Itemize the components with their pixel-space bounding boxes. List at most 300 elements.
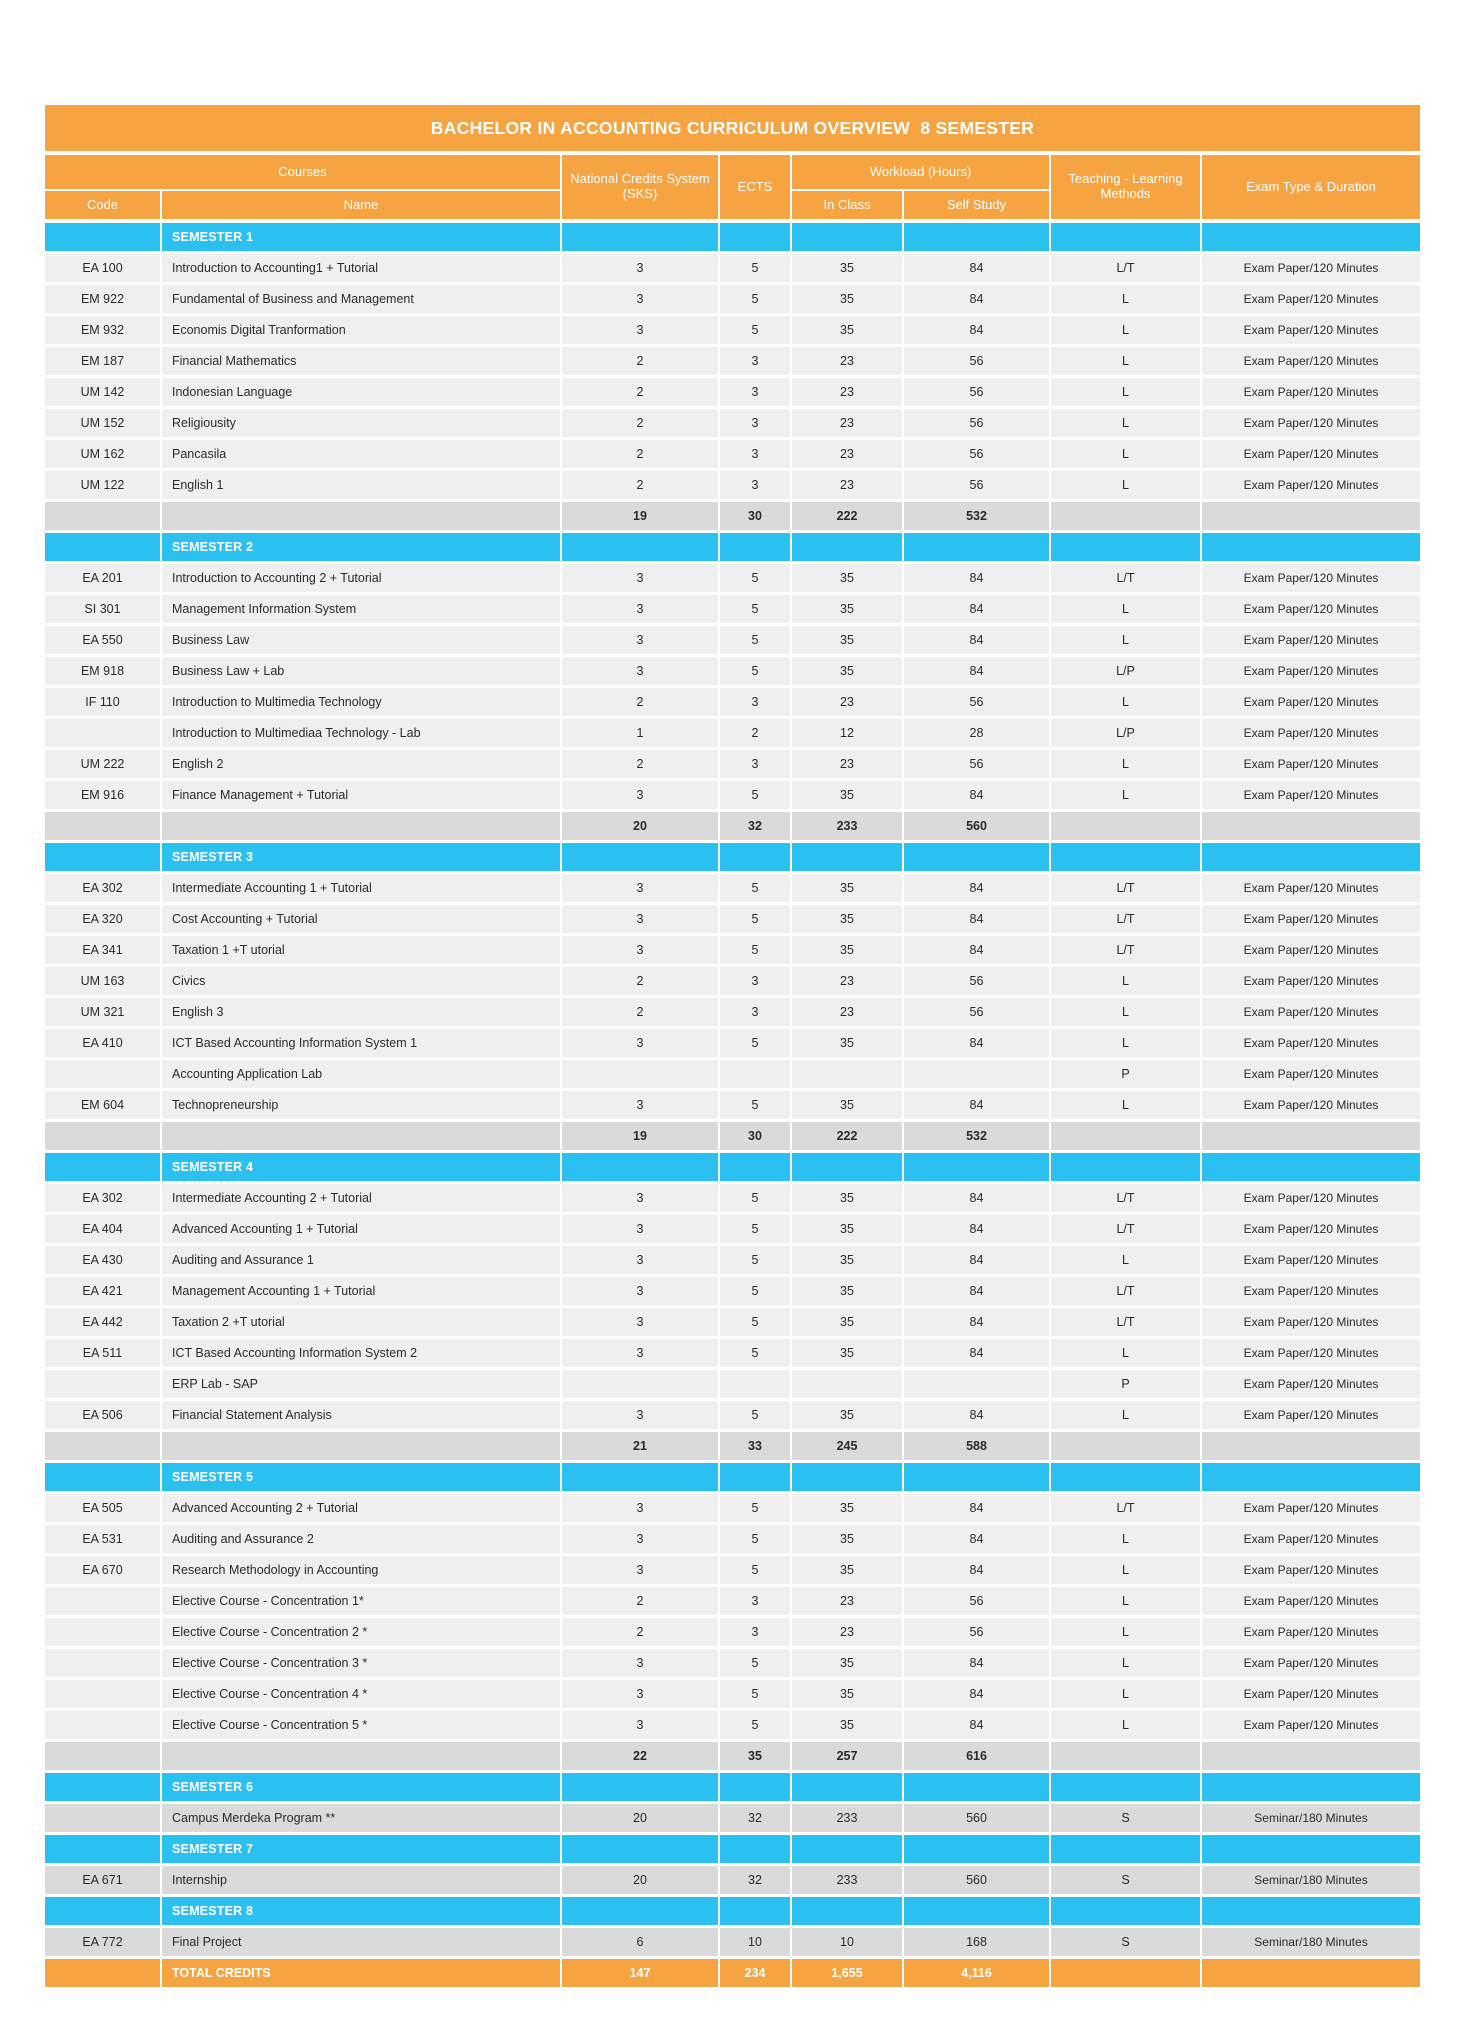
semester-total-cell [162,1122,560,1150]
course-code-cell: EA 404 [45,1215,160,1243]
course-in-class-cell: 35 [792,936,902,964]
course-sks-cell: 2 [562,409,718,437]
course-code-cell [45,1370,160,1398]
course-in-class-cell: 35 [792,1308,902,1336]
semester-total-cell: 21 [562,1432,718,1460]
course-sks-cell: 3 [562,1246,718,1274]
course-ects-cell: 3 [720,998,790,1026]
semester-total-cell [1202,1742,1420,1770]
course-exam-cell: Exam Paper/120 Minutes [1202,936,1420,964]
semester-header-cell [45,533,160,561]
course-name-cell: Research Methodology in Accounting [162,1556,560,1584]
semester-header-cell [562,533,718,561]
course-in-class-cell: 35 [792,1680,902,1708]
semester-header-cell [45,1153,160,1181]
course-name-cell: Financial Mathematics [162,347,560,375]
course-in-class-cell: 35 [792,316,902,344]
total-credits-cell: 147 [562,1959,718,1987]
course-method-cell: L [1051,688,1200,716]
course-self-study-cell: 84 [904,1680,1049,1708]
course-code-cell: EM 604 [45,1091,160,1119]
course-code-cell: UM 162 [45,440,160,468]
course-ects-cell: 5 [720,781,790,809]
semester-header-cell [720,533,790,561]
semester-total-cell: 532 [904,1122,1049,1150]
semester-header-cell [562,1773,718,1801]
course-sks-cell: 3 [562,285,718,313]
course-in-class-cell: 35 [792,564,902,592]
semester-total-cell [1051,1122,1200,1150]
course-exam-cell: Exam Paper/120 Minutes [1202,254,1420,282]
course-code-cell: EA 511 [45,1339,160,1367]
course-exam-cell: Seminar/180 Minutes [1202,1866,1420,1894]
course-code-cell: EM 932 [45,316,160,344]
course-name-cell: Elective Course - Concentration 4 * [162,1680,560,1708]
semester-total-cell: 222 [792,1122,902,1150]
course-self-study-cell: 84 [904,1277,1049,1305]
semester-header-cell [1202,1773,1420,1801]
course-sks-cell: 3 [562,1029,718,1057]
course-code-cell: EM 922 [45,285,160,313]
course-exam-cell: Exam Paper/120 Minutes [1202,1556,1420,1584]
course-self-study-cell: 84 [904,1246,1049,1274]
course-exam-cell: Exam Paper/120 Minutes [1202,1184,1420,1212]
course-method-cell: L/T [1051,1494,1200,1522]
course-name-cell: ICT Based Accounting Information System 1 [162,1029,560,1057]
semester-total-cell [1202,1122,1420,1150]
course-method-cell: L [1051,440,1200,468]
course-in-class-cell: 35 [792,657,902,685]
total-credits-cell [1051,1959,1200,1987]
course-in-class-cell: 23 [792,440,902,468]
total-credits-cell: 234 [720,1959,790,1987]
course-name-cell: Fundamental of Business and Management [162,285,560,313]
semester-header-cell [562,223,718,251]
course-self-study-cell: 560 [904,1866,1049,1894]
course-exam-cell: Exam Paper/120 Minutes [1202,626,1420,654]
course-ects-cell: 5 [720,1680,790,1708]
course-method-cell: L [1051,1525,1200,1553]
course-name-cell: ERP Lab - SAP [162,1370,560,1398]
semester-header-cell [45,1835,160,1863]
course-ects-cell: 5 [720,1091,790,1119]
course-code-cell: EA 341 [45,936,160,964]
semester-header-label: SEMESTER 6 [162,1773,560,1801]
course-ects-cell: 5 [720,874,790,902]
course-method-cell: L/T [1051,1308,1200,1336]
course-ects-cell: 3 [720,967,790,995]
course-ects-cell: 5 [720,1308,790,1336]
course-ects-cell: 3 [720,409,790,437]
course-in-class-cell: 35 [792,285,902,313]
course-code-cell: EA 100 [45,254,160,282]
semester-header-label: SEMESTER 5 [162,1463,560,1491]
course-self-study-cell: 84 [904,1494,1049,1522]
course-name-cell: English 1 [162,471,560,499]
course-exam-cell: Exam Paper/120 Minutes [1202,316,1420,344]
course-sks-cell: 20 [562,1866,718,1894]
course-sks-cell: 3 [562,1494,718,1522]
course-exam-cell: Exam Paper/120 Minutes [1202,1277,1420,1305]
course-method-cell: L [1051,1680,1200,1708]
semester-header-cell [1202,1153,1420,1181]
course-name-cell: Internship [162,1866,560,1894]
course-ects-cell: 5 [720,285,790,313]
course-method-cell: L [1051,781,1200,809]
course-sks-cell: 3 [562,657,718,685]
semester-total-cell: 257 [792,1742,902,1770]
semester-total-cell: 222 [792,502,902,530]
course-exam-cell: Exam Paper/120 Minutes [1202,1060,1420,1088]
course-method-cell: L/T [1051,1215,1200,1243]
course-self-study-cell: 56 [904,998,1049,1026]
course-self-study-cell: 84 [904,874,1049,902]
semester-header-cell [904,1897,1049,1925]
course-self-study-cell: 56 [904,967,1049,995]
semester-total-cell: 233 [792,812,902,840]
semester-total-cell [1202,502,1420,530]
course-self-study-cell: 28 [904,719,1049,747]
course-method-cell: L [1051,1618,1200,1646]
course-name-cell: Business Law [162,626,560,654]
course-name-cell: Finance Management + Tutorial [162,781,560,809]
semester-header-label: SEMESTER 3 [162,843,560,871]
semester-total-cell: 32 [720,812,790,840]
course-name-cell: ICT Based Accounting Information System 2 [162,1339,560,1367]
semester-header-cell [720,843,790,871]
course-exam-cell: Exam Paper/120 Minutes [1202,1649,1420,1677]
course-method-cell: S [1051,1804,1200,1832]
course-name-cell: Advanced Accounting 2 + Tutorial [162,1494,560,1522]
course-name-cell: Final Project [162,1928,560,1956]
course-ects-cell: 5 [720,1711,790,1739]
course-ects-cell: 5 [720,254,790,282]
course-in-class-cell: 35 [792,1246,902,1274]
semester-header-cell [792,1773,902,1801]
semester-header-cell [904,1773,1049,1801]
course-in-class-cell: 12 [792,719,902,747]
course-method-cell: L [1051,998,1200,1026]
semester-header-cell [720,1897,790,1925]
course-ects-cell: 5 [720,1215,790,1243]
course-self-study-cell: 84 [904,1711,1049,1739]
semester-header-cell [45,843,160,871]
course-in-class-cell: 35 [792,874,902,902]
course-in-class-cell: 35 [792,1556,902,1584]
course-self-study-cell: 84 [904,905,1049,933]
semester-total-cell: 560 [904,812,1049,840]
course-in-class-cell: 23 [792,750,902,778]
course-method-cell: S [1051,1928,1200,1956]
semester-total-cell: 30 [720,502,790,530]
course-method-cell: L [1051,750,1200,778]
header-code: Code [45,191,160,219]
course-ects-cell: 3 [720,471,790,499]
semester-header-cell [45,1463,160,1491]
course-code-cell: EA 550 [45,626,160,654]
course-in-class-cell: 23 [792,998,902,1026]
course-sks-cell: 2 [562,347,718,375]
course-sks-cell: 3 [562,905,718,933]
course-in-class-cell: 23 [792,378,902,406]
semester-header-cell [904,1153,1049,1181]
course-method-cell: L [1051,409,1200,437]
semester-total-cell [45,1122,160,1150]
course-code-cell: EA 201 [45,564,160,592]
course-code-cell: UM 152 [45,409,160,437]
course-name-cell: Elective Course - Concentration 5 * [162,1711,560,1739]
course-code-cell: EA 772 [45,1928,160,1956]
course-method-cell: L [1051,1649,1200,1677]
course-self-study-cell: 56 [904,409,1049,437]
semester-total-cell: 19 [562,1122,718,1150]
course-method-cell: L [1051,285,1200,313]
course-code-cell: EM 187 [45,347,160,375]
course-sks-cell: 3 [562,1091,718,1119]
course-sks-cell: 3 [562,874,718,902]
course-self-study-cell: 84 [904,1308,1049,1336]
course-name-cell: Religiousity [162,409,560,437]
semester-header-cell [792,1835,902,1863]
semester-header-cell [1051,1897,1200,1925]
semester-header-cell [45,1897,160,1925]
semester-header-cell [1051,533,1200,561]
course-ects-cell: 5 [720,1649,790,1677]
course-code-cell [45,1711,160,1739]
semester-total-cell [1051,1742,1200,1770]
course-exam-cell: Exam Paper/120 Minutes [1202,1246,1420,1274]
course-exam-cell: Exam Paper/120 Minutes [1202,781,1420,809]
course-ects-cell: 5 [720,1401,790,1429]
semester-header-cell [720,1835,790,1863]
semester-header-cell [1202,533,1420,561]
semester-header-cell [1051,843,1200,871]
course-sks-cell: 2 [562,471,718,499]
total-credits-cell [1202,1959,1420,1987]
semester-total-cell [162,812,560,840]
semester-total-cell: 20 [562,812,718,840]
course-name-cell: Pancasila [162,440,560,468]
course-code-cell: IF 110 [45,688,160,716]
course-in-class-cell: 35 [792,1029,902,1057]
semester-header-cell [562,1463,718,1491]
course-method-cell: L/P [1051,657,1200,685]
semester-total-cell [1051,812,1200,840]
course-method-cell: L [1051,1246,1200,1274]
course-sks-cell: 3 [562,564,718,592]
semester-total-cell [45,502,160,530]
course-ects-cell: 5 [720,1246,790,1274]
course-ects-cell: 3 [720,1618,790,1646]
semester-header-label: SEMESTER 7 [162,1835,560,1863]
course-ects-cell: 5 [720,1184,790,1212]
course-exam-cell: Exam Paper/120 Minutes [1202,1525,1420,1553]
course-self-study-cell: 84 [904,1339,1049,1367]
course-ects-cell: 3 [720,378,790,406]
course-sks-cell: 2 [562,688,718,716]
course-code-cell: UM 122 [45,471,160,499]
course-method-cell: L [1051,626,1200,654]
course-ects-cell: 5 [720,316,790,344]
semester-total-cell: 19 [562,502,718,530]
course-in-class-cell: 35 [792,781,902,809]
course-exam-cell: Exam Paper/120 Minutes [1202,347,1420,375]
semester-header-cell [45,223,160,251]
course-code-cell: EM 916 [45,781,160,809]
course-ects-cell: 32 [720,1866,790,1894]
course-self-study-cell: 84 [904,1649,1049,1677]
course-self-study-cell: 84 [904,564,1049,592]
course-in-class-cell [792,1060,902,1088]
course-ects-cell: 5 [720,905,790,933]
semester-header-cell [720,1773,790,1801]
course-exam-cell: Exam Paper/120 Minutes [1202,874,1420,902]
course-ects-cell: 5 [720,1029,790,1057]
semester-total-cell [1051,1432,1200,1460]
course-method-cell: L [1051,347,1200,375]
semester-header-cell [1051,223,1200,251]
course-method-cell: L [1051,1556,1200,1584]
semester-total-cell [1202,1432,1420,1460]
semester-header-cell [720,223,790,251]
course-self-study-cell: 56 [904,1587,1049,1615]
course-self-study-cell: 84 [904,1525,1049,1553]
semester-total-cell: 22 [562,1742,718,1770]
course-self-study-cell: 560 [904,1804,1049,1832]
course-name-cell: Elective Course - Concentration 3 * [162,1649,560,1677]
course-sks-cell: 3 [562,1215,718,1243]
course-ects-cell [720,1370,790,1398]
course-method-cell: L [1051,1587,1200,1615]
course-sks-cell: 3 [562,1556,718,1584]
course-sks-cell: 3 [562,936,718,964]
course-self-study-cell: 84 [904,936,1049,964]
course-exam-cell: Exam Paper/120 Minutes [1202,1029,1420,1057]
course-name-cell: Introduction to Accounting 2 + Tutorial [162,564,560,592]
course-in-class-cell: 23 [792,347,902,375]
semester-header-label: SEMESTER 8 [162,1897,560,1925]
course-self-study-cell: 84 [904,1029,1049,1057]
course-method-cell: L [1051,316,1200,344]
semester-header-cell [904,843,1049,871]
course-in-class-cell: 35 [792,626,902,654]
course-method-cell: L/P [1051,719,1200,747]
table-header [45,155,1420,219]
course-self-study-cell: 84 [904,1215,1049,1243]
course-in-class-cell: 35 [792,1711,902,1739]
semester-header-cell [904,223,1049,251]
course-ects-cell: 5 [720,1339,790,1367]
course-in-class-cell: 35 [792,1215,902,1243]
course-exam-cell: Exam Paper/120 Minutes [1202,440,1420,468]
semester-header-cell [1202,1835,1420,1863]
course-sks-cell: 6 [562,1928,718,1956]
course-code-cell: EA 302 [45,1184,160,1212]
semester-header-cell [904,1835,1049,1863]
course-sks-cell: 20 [562,1804,718,1832]
course-in-class-cell: 35 [792,254,902,282]
course-self-study-cell: 84 [904,316,1049,344]
course-ects-cell: 5 [720,564,790,592]
course-exam-cell: Exam Paper/120 Minutes [1202,657,1420,685]
course-name-cell: Taxation 2 +T utorial [162,1308,560,1336]
semester-header-cell [792,1897,902,1925]
course-code-cell: EA 421 [45,1277,160,1305]
semester-total-cell [1051,502,1200,530]
course-name-cell: Taxation 1 +T utorial [162,936,560,964]
course-sks-cell: 2 [562,967,718,995]
course-name-cell: Advanced Accounting 1 + Tutorial [162,1215,560,1243]
semester-total-cell [1202,812,1420,840]
course-in-class-cell: 35 [792,1401,902,1429]
course-method-cell: P [1051,1370,1200,1398]
course-ects-cell: 5 [720,936,790,964]
semester-header-cell [562,1835,718,1863]
semester-header-cell [562,1897,718,1925]
course-name-cell: Indonesian Language [162,378,560,406]
course-exam-cell: Exam Paper/120 Minutes [1202,1618,1420,1646]
course-in-class-cell: 23 [792,688,902,716]
course-name-cell: Intermediate Accounting 1 + Tutorial [162,874,560,902]
semester-header-cell [562,1153,718,1181]
course-sks-cell: 2 [562,750,718,778]
course-self-study-cell: 56 [904,471,1049,499]
course-in-class-cell: 23 [792,409,902,437]
course-name-cell: Elective Course - Concentration 1* [162,1587,560,1615]
course-name-cell: English 2 [162,750,560,778]
course-method-cell: L/T [1051,936,1200,964]
course-name-cell: Auditing and Assurance 1 [162,1246,560,1274]
course-in-class-cell: 35 [792,595,902,623]
course-in-class-cell: 35 [792,1091,902,1119]
course-code-cell [45,719,160,747]
course-name-cell: Campus Merdeka Program ** [162,1804,560,1832]
course-self-study-cell: 56 [904,440,1049,468]
course-sks-cell: 3 [562,254,718,282]
course-in-class-cell [792,1370,902,1398]
semester-total-cell [45,1742,160,1770]
course-sks-cell: 3 [562,1277,718,1305]
course-name-cell: English 3 [162,998,560,1026]
course-code-cell: UM 222 [45,750,160,778]
semester-header-cell [1202,1463,1420,1491]
course-sks-cell: 2 [562,440,718,468]
course-sks-cell: 3 [562,1680,718,1708]
semester-total-cell [162,1432,560,1460]
course-code-cell: UM 163 [45,967,160,995]
course-method-cell: L/T [1051,905,1200,933]
course-self-study-cell: 84 [904,1184,1049,1212]
course-in-class-cell: 35 [792,905,902,933]
semester-header-cell [792,843,902,871]
semester-header-cell [1051,1153,1200,1181]
course-method-cell: L [1051,967,1200,995]
course-sks-cell: 3 [562,1308,718,1336]
course-exam-cell: Exam Paper/120 Minutes [1202,719,1420,747]
course-self-study-cell: 84 [904,1556,1049,1584]
course-method-cell: L [1051,1339,1200,1367]
course-exam-cell: Exam Paper/120 Minutes [1202,998,1420,1026]
course-exam-cell: Exam Paper/120 Minutes [1202,1711,1420,1739]
course-ects-cell: 32 [720,1804,790,1832]
course-code-cell: EA 670 [45,1556,160,1584]
course-code-cell: SI 301 [45,595,160,623]
course-sks-cell: 3 [562,316,718,344]
course-sks-cell: 2 [562,378,718,406]
course-sks-cell: 3 [562,1711,718,1739]
course-ects-cell: 5 [720,595,790,623]
course-code-cell: EA 531 [45,1525,160,1553]
